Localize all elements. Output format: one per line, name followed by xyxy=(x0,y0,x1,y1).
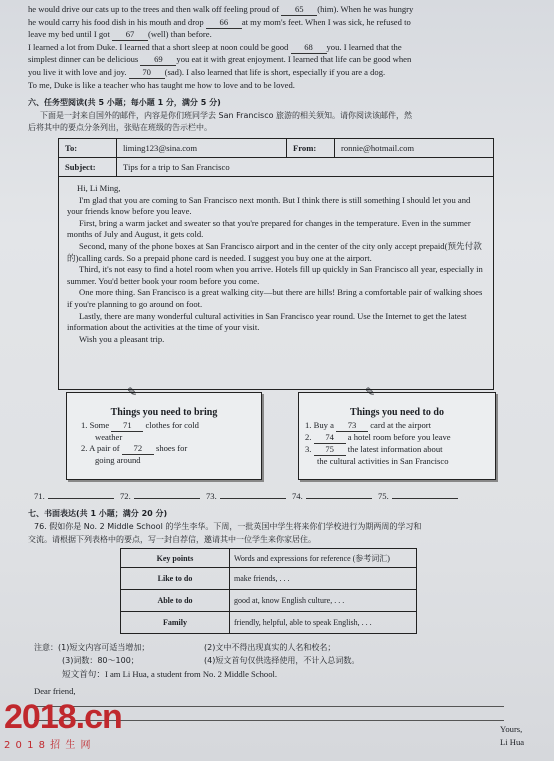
email-box xyxy=(58,138,494,390)
passage-text: at my mom's feet. When I was sick, he refused to xyxy=(241,16,411,27)
section7-prompt-1: 76. 假如你是 No. 2 Middle School 的学生李华。下周，一批英国中学生将来你们学校进行为期两周的学习和 xyxy=(34,522,422,531)
email-paragraph: I'm glad that you are coming to San Francisco next month. But I think there is still something I should let you and your friends know before you leave. xyxy=(67,194,471,217)
key-point-2: Able to do xyxy=(121,590,230,612)
from-value: ronnie@hotmail.com xyxy=(341,143,415,153)
email-paragraphs xyxy=(67,195,487,346)
passage-text: you. I learned that the xyxy=(326,41,402,52)
email-greeting: Hi, Li Ming, xyxy=(77,183,121,193)
passage-text: (sad). I also learned that life is short, especially if you are a dog. xyxy=(164,67,386,77)
section7-heading: 七、书面表达(共 1 小题；满分 20 分) xyxy=(28,509,168,518)
blank-73[interactable]: 73 xyxy=(336,420,368,432)
answer-blank[interactable] xyxy=(306,498,372,499)
subject-label: Subject: xyxy=(59,158,117,176)
site-watermark xyxy=(4,700,122,751)
pushpin-icon: ✎ xyxy=(365,385,376,399)
note-3: (3)词数：80～100； xyxy=(62,656,139,665)
pushpin-icon: ✎ xyxy=(127,385,138,399)
bring-item1-post: clothes for cold xyxy=(145,420,199,430)
to-value: liming123@sina.com xyxy=(117,139,287,157)
key-words-3: friendly, helpful, able to speak English, . . . xyxy=(230,612,417,634)
passage-line xyxy=(28,4,413,16)
answer-label: 75. xyxy=(378,491,389,501)
do-note xyxy=(298,385,496,480)
answer-line[interactable] xyxy=(34,491,114,502)
passage-text: To me, Duke is like a teacher who has taught me how to love and to be loved. xyxy=(28,79,295,90)
note-2: (2)文中不得出现真实的人名和校名； xyxy=(204,643,336,652)
section7-prompt-2: 交流。请根据下列表格中的要点，写一封自荐信，邀请其中一位学生来你家居住。 xyxy=(28,535,316,544)
to-label: To: xyxy=(59,139,117,157)
do-item2-pre: 2. xyxy=(305,432,312,442)
section6-instruction-1: 下面是一封来自国外的邮件，内容是你们班同学去 San Francisco 旅游的相关须知。请你阅读该邮件，然 xyxy=(40,111,413,120)
bring-item2-post: shoes for xyxy=(155,443,188,453)
watermark-subtitle: 2 0 1 8 招 生 网 xyxy=(4,740,92,751)
note-4: (4)短文首句仅供选择使用，不计入总词数。 xyxy=(204,656,360,665)
opening-sentence: 短文首句：I am Li Hua, a student from No. 2 Middle School. xyxy=(62,669,278,679)
passage-text: (well) than before. xyxy=(148,29,212,40)
answer-label: 71. xyxy=(34,491,45,501)
passage-text: you live it with love and joy. xyxy=(28,67,129,77)
bring-item1-pre: 1. Some xyxy=(81,420,110,430)
email-header-row xyxy=(59,139,493,158)
do-item2-post: a hotel room before you leave xyxy=(347,432,451,442)
answer-blank[interactable] xyxy=(134,498,200,499)
passage-line xyxy=(28,54,411,66)
passage-line xyxy=(28,29,212,41)
email-paragraph: Third, it's not easy to find a hotel room when you arrive. Hotels fill up quickly in San Francisco all year, especially in summer. You'd better book your room before you come. xyxy=(67,264,483,286)
passage-line xyxy=(28,17,411,29)
blank-65[interactable]: 65 xyxy=(281,4,317,16)
key-point-1: Like to do xyxy=(121,568,230,590)
passage-line xyxy=(28,67,385,79)
do-item3-pre: 3. xyxy=(305,444,312,454)
subject-value: Tips for a trip to San Francisco xyxy=(123,162,230,172)
answer-label: 73. xyxy=(206,491,217,501)
blank-72[interactable]: 72 xyxy=(122,443,154,455)
email-paragraph: Wish you a pleasant trip. xyxy=(79,333,165,344)
note-1: 注意：(1)短文内容可适当增加； xyxy=(34,643,150,652)
passage-text: I learned a lot from Duke. I learned that a short sleep at noon could be good xyxy=(28,41,291,52)
email-paragraph: Second, many of the phone boxes at San Francisco airport and in the center of the city only accept prepaid(预先付款的)calling cards. So a prepaid phone card is needed. I suggest you buy one at the airport. xyxy=(67,240,482,263)
answer-line[interactable] xyxy=(292,491,372,502)
closing-yours: Yours, xyxy=(500,724,523,734)
passage-text: simplest dinner can be delicious xyxy=(28,54,141,65)
answer-line[interactable] xyxy=(206,491,286,502)
answer-line[interactable] xyxy=(120,491,200,502)
section6-instruction-2: 后将其中的要点分条列出，张贴在班级的告示栏中。 xyxy=(28,123,212,132)
answer-blank[interactable] xyxy=(48,498,114,499)
blank-75[interactable]: 75 xyxy=(314,444,346,456)
email-paragraph: First, bring a warm jacket and sweater so that you're prepared for changes in the temperature. Even in the summer months of July and August, it gets cold. xyxy=(67,217,471,240)
bring-item2-pre: 2. A pair of xyxy=(81,443,120,453)
from-label: From: xyxy=(287,139,335,157)
key-points-table xyxy=(120,548,417,634)
do-item3-post: the latest information about xyxy=(347,444,443,454)
blank-68[interactable]: 68 xyxy=(291,42,327,54)
bring-note xyxy=(66,385,262,480)
passage-text: leave my bed until I got xyxy=(28,29,113,40)
answer-line[interactable] xyxy=(378,491,458,502)
do-item1-post: card at the airport xyxy=(370,420,432,430)
email-body xyxy=(67,183,487,345)
salutation: Dear friend, xyxy=(34,686,76,696)
bring-item1-cont: weather xyxy=(95,432,123,442)
answer-blank[interactable] xyxy=(220,498,286,499)
reference-header: Words and expressions for reference (参考词汇) xyxy=(230,549,417,568)
do-item1-pre: 1. Buy a xyxy=(305,420,334,430)
blank-66[interactable]: 66 xyxy=(206,17,242,29)
key-points-header: Key points xyxy=(121,549,230,568)
passage-text: he would drive our cats up to the trees and then walk off feeling proud of xyxy=(28,4,282,14)
section6-heading: 六、任务型阅读(共 5 小题；每小题 1 分，满分 5 分) xyxy=(28,98,221,107)
key-words-2: good at, know English culture, . . . xyxy=(230,590,417,612)
email-paragraph: One more thing. San Francisco is a great walking city—but there are hills! Bring a comfortable pair of walking shoes if you're planning to go around on foot. xyxy=(67,287,483,309)
key-words-1: make friends, . . . xyxy=(230,568,417,590)
email-subject-row xyxy=(59,158,493,177)
passage-line xyxy=(28,80,295,91)
email-paragraph: Lastly, there are many wonderful cultural activities in San Francisco year round. Use the Internet to get the latest information about the activities at the time of your visit. xyxy=(67,310,467,333)
passage-text: you eat it with great enjoyment. I learned that life can be good when xyxy=(176,54,412,65)
bring-note-title: Things you need to bring xyxy=(110,407,218,418)
blank-70[interactable]: 70 xyxy=(129,67,165,79)
blank-67[interactable]: 67 xyxy=(112,29,148,41)
answer-blank[interactable] xyxy=(392,498,458,499)
blank-71[interactable]: 71 xyxy=(111,420,143,432)
key-point-3: Family xyxy=(121,612,230,634)
blank-74[interactable]: 74 xyxy=(314,432,346,444)
passage-text: he would carry his food dish in his mouth and drop xyxy=(28,16,206,27)
do-note-title: Things you need to do xyxy=(350,407,444,418)
closing-name: Li Hua xyxy=(500,737,525,747)
watermark-logo-text: 2018.cn xyxy=(4,698,122,736)
answer-label: 74. xyxy=(292,491,303,501)
blank-69[interactable]: 69 xyxy=(140,54,176,66)
bring-item2-cont: going around xyxy=(95,455,141,465)
passage-text: (him). When he was hungry xyxy=(317,4,414,14)
answer-label: 72. xyxy=(120,491,131,501)
do-item3-cont: the cultural activities in San Francisco xyxy=(317,456,449,466)
passage-line xyxy=(28,42,402,54)
